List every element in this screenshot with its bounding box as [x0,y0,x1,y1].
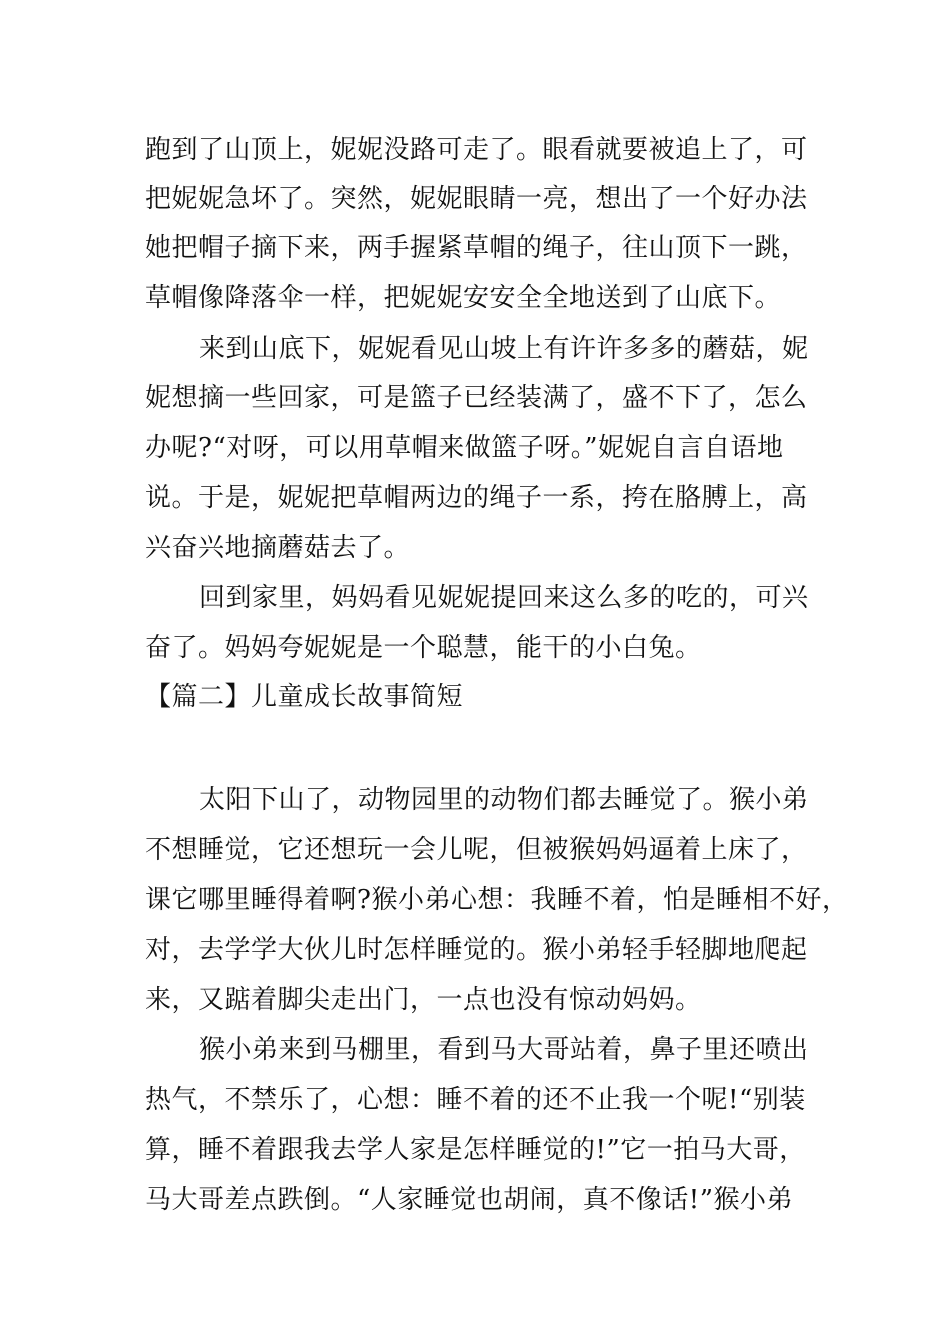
text-line: 跑到了山顶上，妮妮没路可走了。眼看就要被追上了，可 [145,135,808,165]
text-line: 妮想摘一些回家，可是篮子已经装满了，盛不下了，怎么 [145,383,808,413]
text-line: 不想睡觉，它还想玩一会儿呢，但被猴妈妈逼着上床了， [145,835,808,865]
text-line: 来到山底下，妮妮看见山坡上有许许多多的蘑菇，妮 [199,334,809,364]
text-line: 热气，不禁乐了，心想：睡不着的还不止我一个呢!“别装 [145,1085,806,1115]
text-line: 奋了。妈妈夸妮妮是一个聪慧，能干的小白兔。 [145,633,702,663]
text-line: 说。于是，妮妮把草帽两边的绳子一系，挎在胳膊上，高 [145,483,808,513]
text-line: 来，又踮着脚尖走出门，一点也没有惊动妈妈。 [145,985,702,1015]
text-line: 太阳下山了，动物园里的动物们都去睡觉了。猴小弟 [199,785,809,815]
text-line: 把妮妮急坏了。突然，妮妮眼睛一亮，想出了一个好办法 [145,184,808,214]
text-line: 回到家里，妈妈看见妮妮提回来这么多的吃的，可兴 [199,583,809,613]
text-line: 草帽像降落伞一样，把妮妮安安全全地送到了山底下。 [145,283,782,313]
text-line: 课它哪里睡得着啊?猴小弟心想：我睡不着，怕是睡相不好， [145,885,849,915]
text-line: 兴奋兴地摘蘑菇去了。 [145,533,411,563]
section-heading: 【篇二】儿童成长故事简短 [145,682,464,712]
text-line: 办呢?“对呀，可以用草帽来做篮子呀。”妮妮自言自语地 [145,433,784,463]
text-line: 对，去学学大伙儿时怎样睡觉的。猴小弟轻手轻脚地爬起 [145,935,808,965]
text-line: 马大哥差点跌倒。“人家睡觉也胡闹，真不像话!”猴小弟 [145,1185,794,1215]
text-line: 算，睡不着跟我去学人家是怎样睡觉的!”它一拍马大哥， [145,1135,806,1165]
text-line: 她把帽子摘下来，两手握紧草帽的绳子，往山顶下一跳， [145,233,808,263]
text-line: 猴小弟来到马棚里，看到马大哥站着，鼻子里还喷出 [199,1035,809,1065]
